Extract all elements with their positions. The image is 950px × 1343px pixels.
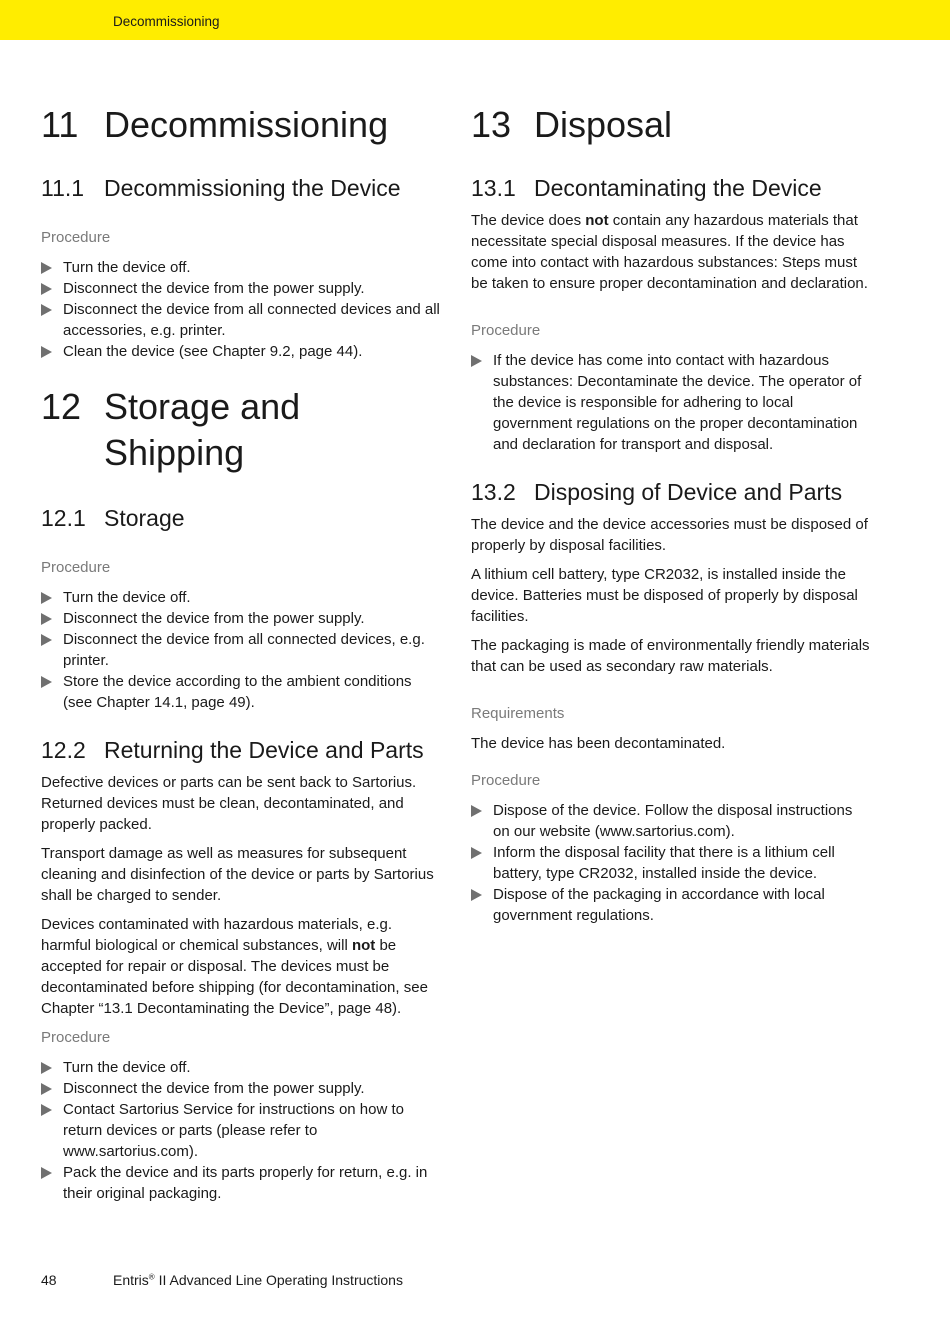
requirements-label: Requirements (471, 705, 565, 722)
procedure-label: Procedure (471, 322, 541, 339)
paragraph: Defective devices or parts can be sent back to Sartorius. Returned devices must be clean, decontaminated, and properly packed. (41, 774, 417, 833)
document-title: Entris® II Advanced Line Operating Instructions (113, 1272, 403, 1288)
section-title: Storage (104, 505, 185, 531)
section-number: 13.1 (471, 175, 516, 201)
step-list (41, 587, 443, 713)
step-item: Pack the device and its parts properly for return, e.g. in their original packaging. (41, 1162, 443, 1204)
paragraph: The device does not contain any hazardous materials that necessitate special disposal measures. If the device has come into contact with hazardous substances: Steps must be taken to ensure proper decontamination and declaration. (471, 212, 868, 292)
step-item: Inform the disposal facility that there is a lithium cell battery, type CR2032, installed inside the device. (471, 842, 873, 884)
step-item: If the device has come into contact with hazardous substances: Decontaminate the device. The operator of the device is responsible for adhering to local government regulations on the proper decontamination and declaration for transport and disposal. (471, 350, 873, 455)
chapter-number: 12 (41, 386, 82, 427)
step-item: Disconnect the device from the power supply. (41, 608, 443, 629)
arrow-icon (41, 676, 52, 688)
chapter-12-heading (41, 384, 443, 476)
arrow-icon (41, 262, 52, 274)
step-list (41, 1057, 443, 1204)
step-item: Store the device according to the ambient conditions (see Chapter 14.1, page 49). (41, 671, 443, 713)
arrow-icon (41, 283, 52, 295)
arrow-icon (41, 346, 52, 358)
paragraph: Transport damage as well as measures for subsequent cleaning and disinfection of the device or parts by Sartorius shall be charged to sender. (41, 845, 434, 904)
step-item: Clean the device (see Chapter 9.2, page 44). (41, 341, 443, 362)
arrow-icon (41, 304, 52, 316)
step-list (471, 800, 873, 926)
step-list (471, 350, 873, 455)
chapter-title: Disposal (534, 104, 673, 145)
arrow-icon (41, 1083, 52, 1095)
procedure-label: Procedure (41, 229, 111, 246)
chapter-11-heading (41, 102, 443, 148)
section-12-1-heading (41, 503, 443, 533)
procedure-label: Procedure (471, 772, 541, 789)
chapter-title: Storage and Shipping (104, 386, 301, 473)
arrow-icon (471, 355, 482, 367)
section-11-1-heading (41, 173, 443, 203)
step-item: Disconnect the device from the power supply. (41, 1078, 443, 1099)
step-list (41, 257, 443, 362)
arrow-icon (41, 1104, 52, 1116)
arrow-icon (471, 805, 482, 817)
step-item: Turn the device off. (41, 257, 443, 278)
section-title: Returning the Device and Parts (104, 737, 424, 763)
step-item: Disconnect the device from the power supply. (41, 278, 443, 299)
section-label: Decommissioning (113, 14, 220, 29)
arrow-icon (471, 889, 482, 901)
section-13-2-heading (471, 477, 873, 507)
emphasis: not (585, 212, 609, 229)
arrow-icon (41, 613, 52, 625)
chapter-number: 13 (471, 104, 512, 145)
section-number: 13.2 (471, 479, 516, 505)
paragraph: The device and the device accessories must be disposed of properly by disposal facilities. (471, 516, 868, 554)
page-footer (41, 1272, 403, 1288)
arrow-icon (41, 1062, 52, 1074)
procedure-label: Procedure (41, 1029, 111, 1046)
paragraph: The packaging is made of environmentally friendly materials that can be used as secondary raw materials. (471, 637, 870, 675)
section-number: 12.1 (41, 505, 86, 531)
paragraph: A lithium cell battery, type CR2032, is installed inside the device. Batteries must be disposed of properly by disposal facilities. (471, 566, 858, 625)
step-item: Turn the device off. (41, 1057, 443, 1078)
step-item: Turn the device off. (41, 587, 443, 608)
section-13-1-heading (471, 173, 873, 203)
chapter-13-heading (471, 102, 873, 148)
section-number: 11.1 (41, 175, 85, 201)
emphasis: not (351, 937, 376, 954)
section-number: 12.2 (41, 737, 86, 763)
page-number: 48 (41, 1272, 57, 1288)
section-title: Disposing of Device and Parts (534, 479, 843, 505)
header-bar (0, 0, 950, 40)
arrow-icon (41, 634, 52, 646)
step-item: Dispose of the device. Follow the disposal instructions on our website (www.sartorius.com). (471, 800, 873, 842)
right-column (471, 100, 873, 926)
chapter-title: Decommissioning (104, 104, 389, 145)
requirements-text: The device has been decontaminated. (471, 735, 726, 752)
section-title: Decontaminating the Device (534, 175, 822, 201)
step-item: Dispose of the packaging in accordance with local government regulations. (471, 884, 873, 926)
step-item: Contact Sartorius Service for instructions on how to return devices or parts (please refer to www.sartorius.com). (41, 1099, 443, 1162)
arrow-icon (41, 1167, 52, 1179)
step-item: Disconnect the device from all connected devices and all accessories, e.g. printer. (41, 299, 443, 341)
section-title: Decommissioning the Device (104, 175, 401, 201)
paragraph: Devices contaminated with hazardous materials, e.g. harmful biological or chemical substances, will not be accepted for repair or disposal. The devices must be decontaminated before shipping (for decontamination, see Chapter “13.1 Decontaminating the Device”, page 48). (41, 916, 428, 1017)
chapter-number: 11 (41, 104, 79, 145)
step-item: Disconnect the device from all connected devices, e.g. printer. (41, 629, 443, 671)
arrow-icon (41, 592, 52, 604)
procedure-label: Procedure (41, 559, 111, 576)
arrow-icon (471, 847, 482, 859)
section-12-2-heading (41, 735, 443, 765)
left-column (41, 100, 443, 1204)
